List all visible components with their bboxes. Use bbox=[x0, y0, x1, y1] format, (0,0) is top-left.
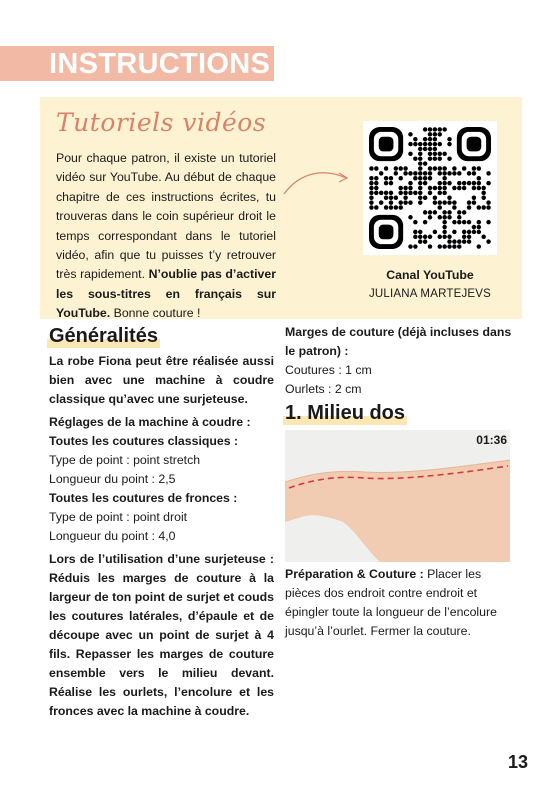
seam-allowance-hems: Ourlets : 2 cm bbox=[285, 382, 362, 396]
tutorial-text-plain: Pour chaque patron, il existe un tutoriel vidéo sur YouTube. Au début de chaque chapitre de ces instructions écrites, tu trouveras dans le coin supérieur droit le temps correspondant dans le tutoriel vidéo, afin que tu puisses t’y retrouver très rapidement. bbox=[56, 151, 276, 282]
machine-settings-heading: Réglages de la machine à coudre : bbox=[49, 415, 251, 429]
intro-text: La robe Fiona peut être réalisée aussi bien avec une machine à coudre classique qu’avec une surjeteuse. bbox=[49, 354, 274, 406]
channel-name: JULIANA MARTEJEVS bbox=[368, 288, 492, 300]
classic-stitch-length: Longueur du point : 2,5 bbox=[49, 472, 176, 486]
page-number: 13 bbox=[508, 752, 529, 772]
youtube-channel-caption bbox=[340, 266, 520, 304]
timecode: 01:36 bbox=[476, 433, 507, 447]
tutorial-text-end: Bonne couture ! bbox=[110, 306, 201, 321]
gathers-stitch-type: Type de point : point droit bbox=[49, 510, 188, 524]
qr-code-icon[interactable] bbox=[363, 121, 497, 255]
tutorial-heading: Tutoriels vidéos bbox=[56, 108, 267, 137]
section-title-step1: 1. Milieu dos bbox=[285, 402, 406, 424]
step1-instructions: Placer les pièces dos endroit contre endroit et épingler toute la longueur de l’encolure jusqu’à l’ourlet. Fermer la couture. bbox=[285, 567, 497, 638]
classic-seams-heading: Toutes les coutures classiques : bbox=[49, 434, 239, 448]
curved-arrow-icon bbox=[282, 166, 352, 198]
seam-allowances-heading: Marges de couture (déjà incluses dans le patron) : bbox=[285, 325, 512, 358]
step1-label: Préparation & Couture : bbox=[285, 567, 424, 581]
gathers-heading: Toutes les coutures de fronces : bbox=[49, 491, 238, 505]
serger-text: Lors de l’utilisation d’une surjeteuse : Réduis les marges de couture à la largeur de ton point de surjet et couds les coutures latérales, d’épaule et de découpe avec un point de surjet à 4 fils. Repasser les marges de couture ensemble vers le milieu devant. Réalise les ourlets, l’encolure et les fronces avec la machine à coudre. bbox=[49, 552, 274, 718]
step1-photo bbox=[285, 430, 510, 562]
step1-text bbox=[285, 565, 513, 641]
section-title-generalites: Généralités bbox=[49, 325, 158, 347]
gathers-stitch-length: Longueur du point : 4,0 bbox=[49, 529, 176, 543]
tutorial-text-bold: N’oublie pas d’activer les sous-titres en français sur YouTube. bbox=[56, 267, 276, 321]
page-title: INSTRUCTIONS bbox=[49, 48, 271, 80]
tutorial-text bbox=[56, 149, 276, 324]
channel-label: Canal YouTube bbox=[386, 268, 474, 282]
seam-allowance-seams: Coutures : 1 cm bbox=[285, 363, 372, 377]
classic-stitch-type: Type de point : point stretch bbox=[49, 453, 201, 467]
left-column bbox=[49, 352, 274, 721]
seam-allowances bbox=[285, 323, 513, 399]
